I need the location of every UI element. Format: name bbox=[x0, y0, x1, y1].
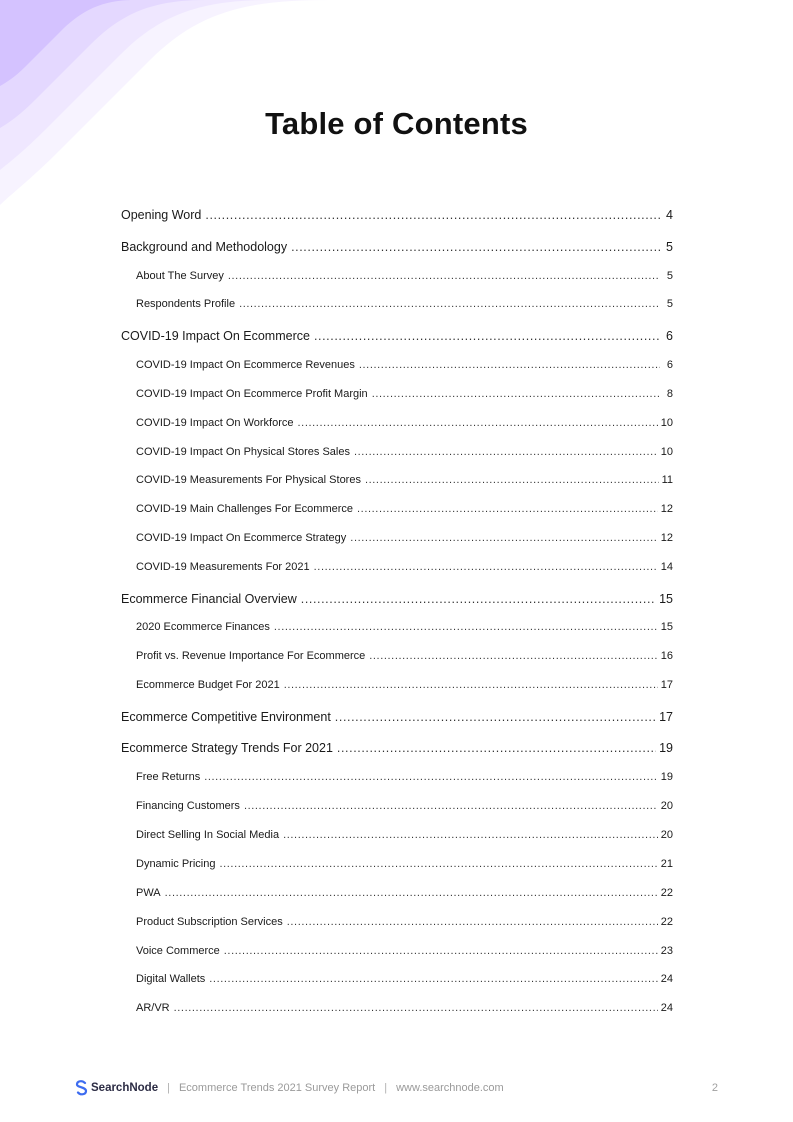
searchnode-logo-icon bbox=[75, 1080, 88, 1096]
toc-subentry[interactable] bbox=[121, 446, 673, 458]
toc-entry-label: AR/VR bbox=[136, 1002, 170, 1014]
page-title: Table of Contents bbox=[265, 106, 528, 141]
toc-entry-label: COVID-19 Impact On Workforce bbox=[136, 417, 294, 429]
dot-leader bbox=[205, 208, 660, 222]
toc-subentry[interactable] bbox=[121, 474, 673, 486]
toc-page-number: 4 bbox=[666, 208, 673, 222]
toc-entry-label: COVID-19 Main Challenges For Ecommerce bbox=[136, 503, 354, 515]
toc-entry-label: Background and Methodology bbox=[121, 240, 288, 254]
toc-page-number: 5 bbox=[666, 270, 673, 282]
footer-separator: | bbox=[167, 1082, 170, 1094]
dot-leader bbox=[372, 388, 660, 400]
toc-page-number: 24 bbox=[660, 1002, 673, 1014]
dot-leader bbox=[219, 858, 657, 870]
toc-subentry[interactable] bbox=[121, 858, 673, 870]
dot-leader bbox=[291, 240, 660, 254]
toc-entry-label: Ecommerce Budget For 2021 bbox=[136, 679, 280, 691]
dot-leader bbox=[204, 771, 658, 783]
footer-brand: SearchNode bbox=[91, 1082, 159, 1094]
toc-page-number: 12 bbox=[660, 503, 673, 515]
toc-page-number: 21 bbox=[660, 858, 673, 870]
dot-leader bbox=[228, 270, 660, 282]
toc-subentry[interactable] bbox=[121, 1002, 673, 1014]
dot-leader bbox=[337, 741, 656, 755]
dot-leader bbox=[314, 561, 658, 573]
dot-leader bbox=[359, 359, 660, 371]
dot-leader bbox=[239, 298, 660, 310]
toc-subentry[interactable] bbox=[121, 621, 673, 633]
toc-page-number: 10 bbox=[660, 446, 673, 458]
dot-leader bbox=[369, 650, 658, 662]
toc-page-number: 17 bbox=[659, 710, 673, 724]
toc-page-number: 15 bbox=[660, 621, 673, 633]
toc-page-number: 17 bbox=[660, 679, 673, 691]
dot-leader bbox=[274, 621, 658, 633]
toc-page-number: 10 bbox=[660, 417, 673, 429]
toc-subentry[interactable] bbox=[121, 388, 673, 400]
toc-page-number: 23 bbox=[660, 945, 673, 957]
toc-subentry[interactable] bbox=[121, 561, 673, 573]
toc-entry-label: Respondents Profile bbox=[136, 298, 236, 310]
toc-subentry[interactable] bbox=[121, 270, 673, 282]
toc-subentry[interactable] bbox=[121, 916, 673, 928]
toc-page-number: 19 bbox=[660, 771, 673, 783]
dot-leader bbox=[165, 887, 658, 899]
toc-page-number: 12 bbox=[660, 532, 673, 544]
toc-subentry[interactable] bbox=[121, 800, 673, 812]
toc-entry-label: Free Returns bbox=[136, 771, 201, 783]
toc-entry-label: COVID-19 Impact On Ecommerce Revenues bbox=[136, 359, 355, 371]
dot-leader bbox=[174, 1002, 658, 1014]
toc-entry[interactable] bbox=[121, 592, 673, 606]
toc-page-number: 20 bbox=[660, 800, 673, 812]
toc-entry-label: Product Subscription Services bbox=[136, 916, 283, 928]
toc-entry[interactable] bbox=[121, 208, 673, 222]
toc-entry[interactable] bbox=[121, 240, 673, 254]
dot-leader bbox=[224, 945, 658, 957]
page-footer bbox=[75, 1079, 718, 1097]
toc-page-number: 24 bbox=[660, 973, 673, 985]
toc-subentry[interactable] bbox=[121, 829, 673, 841]
toc-entry-label: 2020 Ecommerce Finances bbox=[136, 621, 270, 633]
toc-page-number: 20 bbox=[660, 829, 673, 841]
toc-entry-label: COVID-19 Measurements For Physical Stores bbox=[136, 474, 361, 486]
toc-subentry[interactable] bbox=[121, 532, 673, 544]
dot-leader bbox=[209, 973, 657, 985]
toc-entry-label: About The Survey bbox=[136, 270, 224, 282]
dot-leader bbox=[357, 503, 658, 515]
dot-leader bbox=[287, 916, 658, 928]
toc-page-number: 22 bbox=[660, 916, 673, 928]
toc-entry[interactable] bbox=[121, 741, 673, 755]
toc-entry-label: Financing Customers bbox=[136, 800, 240, 812]
toc-entry-label: Ecommerce Financial Overview bbox=[121, 592, 297, 606]
toc-subentry[interactable] bbox=[121, 771, 673, 783]
footer-report-title: Ecommerce Trends 2021 Survey Report bbox=[178, 1082, 376, 1094]
toc-subentry[interactable] bbox=[121, 298, 673, 310]
toc-subentry[interactable] bbox=[121, 973, 673, 985]
toc-entry-label: Dynamic Pricing bbox=[136, 858, 216, 870]
toc-page-number: 6 bbox=[666, 359, 673, 371]
toc-entry-label: Ecommerce Strategy Trends For 2021 bbox=[121, 741, 333, 755]
dot-leader bbox=[244, 800, 658, 812]
dot-leader bbox=[301, 592, 656, 606]
toc-entry-label: COVID-19 Impact On Ecommerce bbox=[121, 329, 310, 343]
toc-subentry[interactable] bbox=[121, 359, 673, 371]
toc-page-number: 22 bbox=[660, 887, 673, 899]
dot-leader bbox=[284, 679, 658, 691]
toc-entry-label: Digital Wallets bbox=[136, 973, 206, 985]
toc-subentry[interactable] bbox=[121, 945, 673, 957]
toc-page-number: 16 bbox=[660, 650, 673, 662]
dot-leader bbox=[283, 829, 658, 841]
toc-entry-label: COVID-19 Impact On Physical Stores Sales bbox=[136, 446, 350, 458]
toc-page-number: 6 bbox=[666, 329, 673, 343]
toc-entry-label: COVID-19 Measurements For 2021 bbox=[136, 561, 310, 573]
toc-page-number: 11 bbox=[661, 474, 673, 486]
toc-entry[interactable] bbox=[121, 710, 673, 724]
dot-leader bbox=[298, 417, 658, 429]
toc-subentry[interactable] bbox=[121, 679, 673, 691]
toc-page-number: 15 bbox=[659, 592, 673, 606]
dot-leader bbox=[350, 532, 657, 544]
dot-leader bbox=[365, 474, 659, 486]
toc-entry-label: Ecommerce Competitive Environment bbox=[121, 710, 331, 724]
toc-subentry[interactable] bbox=[121, 417, 673, 429]
footer-website-link[interactable]: www.searchnode.com bbox=[396, 1082, 504, 1094]
toc-page-number: 14 bbox=[660, 561, 673, 573]
toc-entry-label: COVID-19 Impact On Ecommerce Profit Margin bbox=[136, 388, 368, 400]
toc-entry-label: Opening Word bbox=[121, 208, 202, 222]
dot-leader bbox=[335, 710, 656, 724]
toc-entry-label: COVID-19 Impact On Ecommerce Strategy bbox=[136, 532, 347, 544]
toc-subentry[interactable] bbox=[121, 503, 673, 515]
toc-entry-label: Direct Selling In Social Media bbox=[136, 829, 280, 841]
toc-page-number: 5 bbox=[666, 298, 673, 310]
toc-subentry[interactable] bbox=[121, 887, 673, 899]
toc-subentry[interactable] bbox=[121, 650, 673, 662]
footer-separator: | bbox=[384, 1082, 388, 1094]
dot-leader bbox=[314, 329, 660, 343]
toc-entry-label: PWA bbox=[136, 887, 161, 899]
toc-entry[interactable] bbox=[121, 329, 673, 343]
dot-leader bbox=[354, 446, 658, 458]
toc-page-number: 5 bbox=[666, 240, 673, 254]
toc-page-number: 8 bbox=[666, 388, 673, 400]
toc-entry-label: Voice Commerce bbox=[136, 945, 220, 957]
toc-entry-label: Profit vs. Revenue Importance For Ecommerce bbox=[136, 650, 366, 662]
page-number: 2 bbox=[711, 1082, 718, 1094]
toc-page-number: 19 bbox=[659, 741, 673, 755]
